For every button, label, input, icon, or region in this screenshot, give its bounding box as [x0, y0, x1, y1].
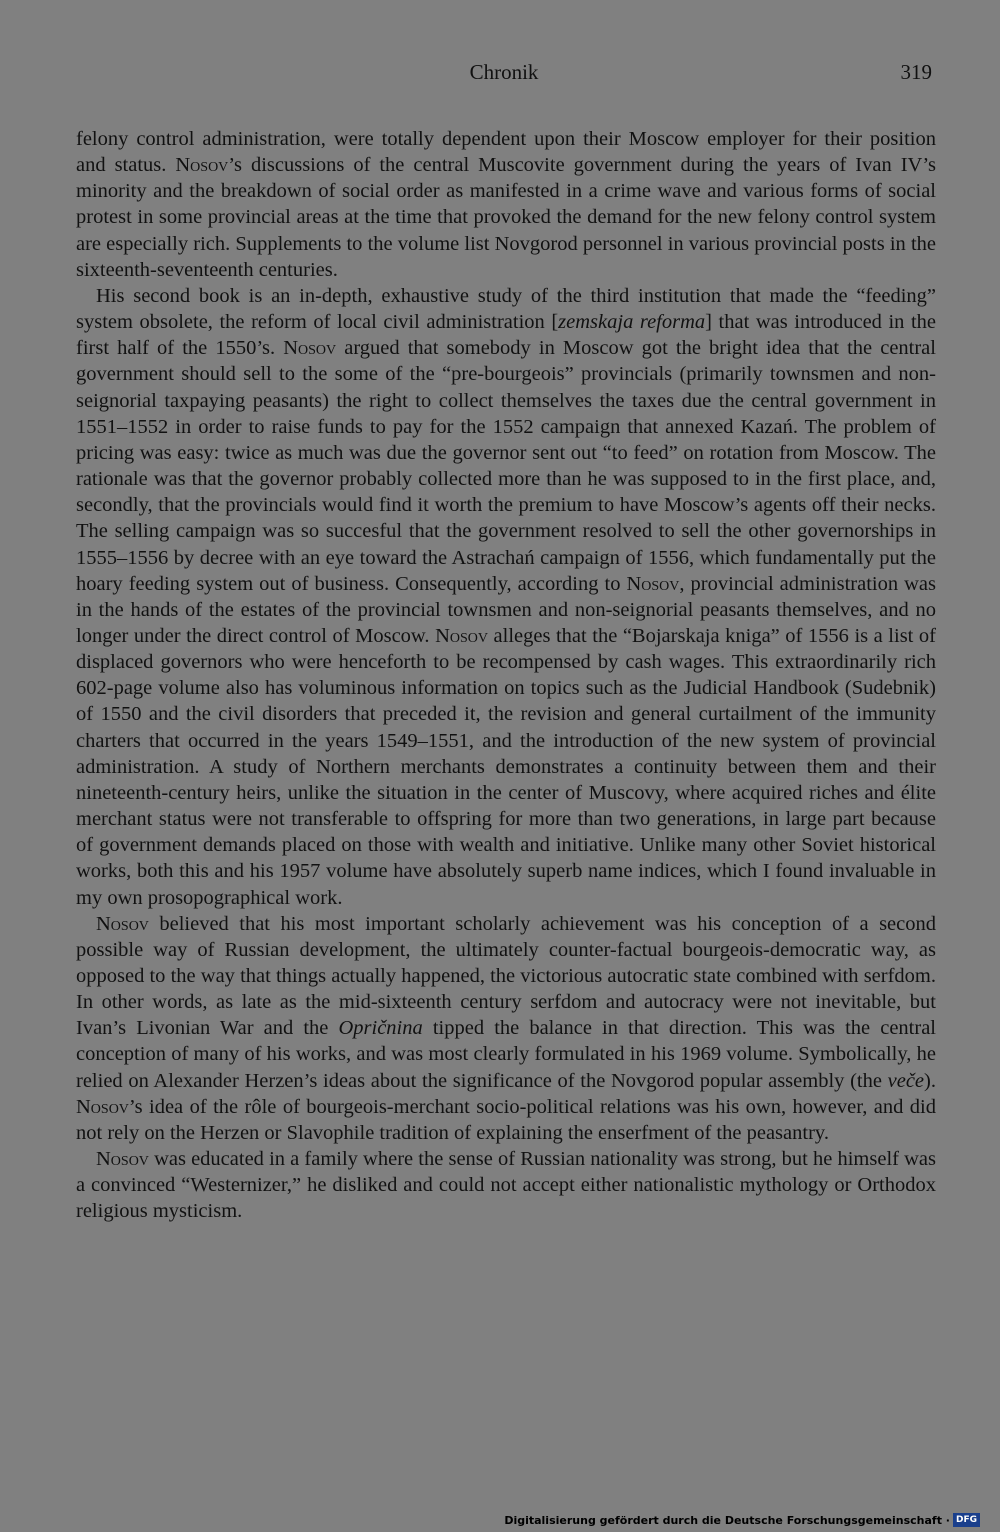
- text-run: tipped the balance in that direction. This was the central conception of many of his works, and was most clearly formulated in his 1969 volume. Symbolically, he relied on Alexander Herzen’s ideas about the significance of the Novgorod popular assembly (the: [76, 1017, 936, 1092]
- running-head: [76, 60, 932, 90]
- author-name: Nosov: [283, 337, 337, 360]
- text-run: argued that somebody in Moscow got the bright idea that the central government should sell to the some of the “pre-bourgeois” provincials (primarily townsmen and non-seignorial taxpaying peasants) the right to collect themselves the taxes due the central government in 1551–1552 in order to raise funds to pay for the 1552 campaign that annexed Kazań. The problem of pricing was easy: twice as much was due the governor sent out “to feed” on rotation from Moscow. The rationale was that the governor probably collected more than he was supposed to in the first place, and, secondly, that the provincials would find it worth the premium to have Moscow’s agents off their necks. The selling campaign was so succesful that the government resolved to sell the other governorships in 1555–1556 by decree with an eye toward the Astrachań campaign of 1556, which fundamentally put the hoary feeding system out of business. Consequently, according to: [76, 337, 936, 595]
- text-run: ’s discussions of the central Muscovite government during the years of Ivan IV’s minority and the breakdown of social order as manifested in a crime wave and various forms of social protest in some provincial areas at the time that provoked the demand for the new felony control system are especially rich. Supplements to the volume list Novgorod personnel in various provincial posts in the sixteenth-seventeenth centuries.: [76, 154, 937, 281]
- footer: [504, 1512, 980, 1528]
- text-run: alleges that the “Bojarskaja kniga” of 1556 is a list of displaced governors who were henceforth to be recompensed by cash wages. This extraordinarily rich 602-page volume also has voluminous information on topics such as the Judicial Handbook (Sudebnik) of 1550 and the civil disorders that preceded it, the revision and general curtailment of the immunity charters that occurred in the years 1549–1551, and the introduction of the new system of provincial administration. A study of Northern merchants demonstrates a continuity between them and their nineteenth-century heirs, unlike the situation in the center of Muscovy, where acquired riches and élite merchant status were not transferable to offspring for more than two generations, in large part because of government demands placed on those with wealth and initiative. Unlike many other Soviet historical works, both this and his 1957 volume have absolutely superb name indices, which I found invaluable in my own prosopographical work.: [76, 624, 936, 909]
- paragraph: [76, 283, 936, 911]
- author-name: Nosov: [96, 912, 149, 935]
- text-run: was educated in a family where the sense of Russian nationality was strong, but he himself was a convinced “Westernizer,” he disliked and could not accept either nationalistic mythology or Orthodox religious mysticism.: [76, 1148, 936, 1223]
- text-run: ] that was introduced in the first half of the 1550’s.: [76, 311, 936, 360]
- paragraph: [76, 1146, 936, 1224]
- text-run: ).: [924, 1069, 936, 1092]
- page-number: 319: [900, 60, 932, 84]
- footer-credit: Digitalisierung gefördert durch die Deutsche Forschungsgemeinschaft ·: [504, 1513, 950, 1527]
- author-name: Nosov: [96, 1148, 149, 1171]
- author-name: Nosov: [435, 624, 488, 647]
- italic-term: Opričnina: [338, 1017, 423, 1040]
- italic-term: zemskaja reforma: [558, 311, 706, 334]
- body-text: [76, 126, 936, 1225]
- paragraph: [76, 911, 936, 1146]
- running-title: Chronik: [469, 60, 539, 84]
- author-name: Nosov: [76, 1095, 129, 1118]
- text-run: ’s idea of the rôle of bourgeois-merchant socio-political relations was his own, however, and did not rely on the Herzen or Slavophile tradition of explaining the enserfment of the peasantry.: [76, 1095, 936, 1144]
- italic-term: veče: [887, 1069, 925, 1092]
- text-run: felony control administration, were totally dependent upon their Moscow employer for their position and status.: [76, 128, 936, 177]
- author-name: Nosov: [626, 572, 680, 595]
- dfg-logo: DFG: [953, 1513, 980, 1527]
- paragraph: [76, 126, 936, 283]
- author-name: Nosov: [175, 154, 229, 177]
- text-run: believed that his most important scholarly achievement was his conception of a second possible way of Russian development, the ultimately counter-factual bourgeois-democratic way, as opposed to the way that things actually happened, the victorious autocratic state combined with serfdom. In other words, as late as the mid-sixteenth century serfdom and autocracy were not inevitable, but Ivan’s Livonian War and the: [76, 912, 936, 1040]
- text-run: His second book is an in-depth, exhaustive study of the third institution that made the “feeding” system obsolete, the reform of local civil administration [: [76, 284, 936, 334]
- text-run: , provincial administration was in the hands of the estates of the provincial townsmen and non-seignorial peasants themselves, and no longer under the direct control of Moscow.: [76, 572, 936, 647]
